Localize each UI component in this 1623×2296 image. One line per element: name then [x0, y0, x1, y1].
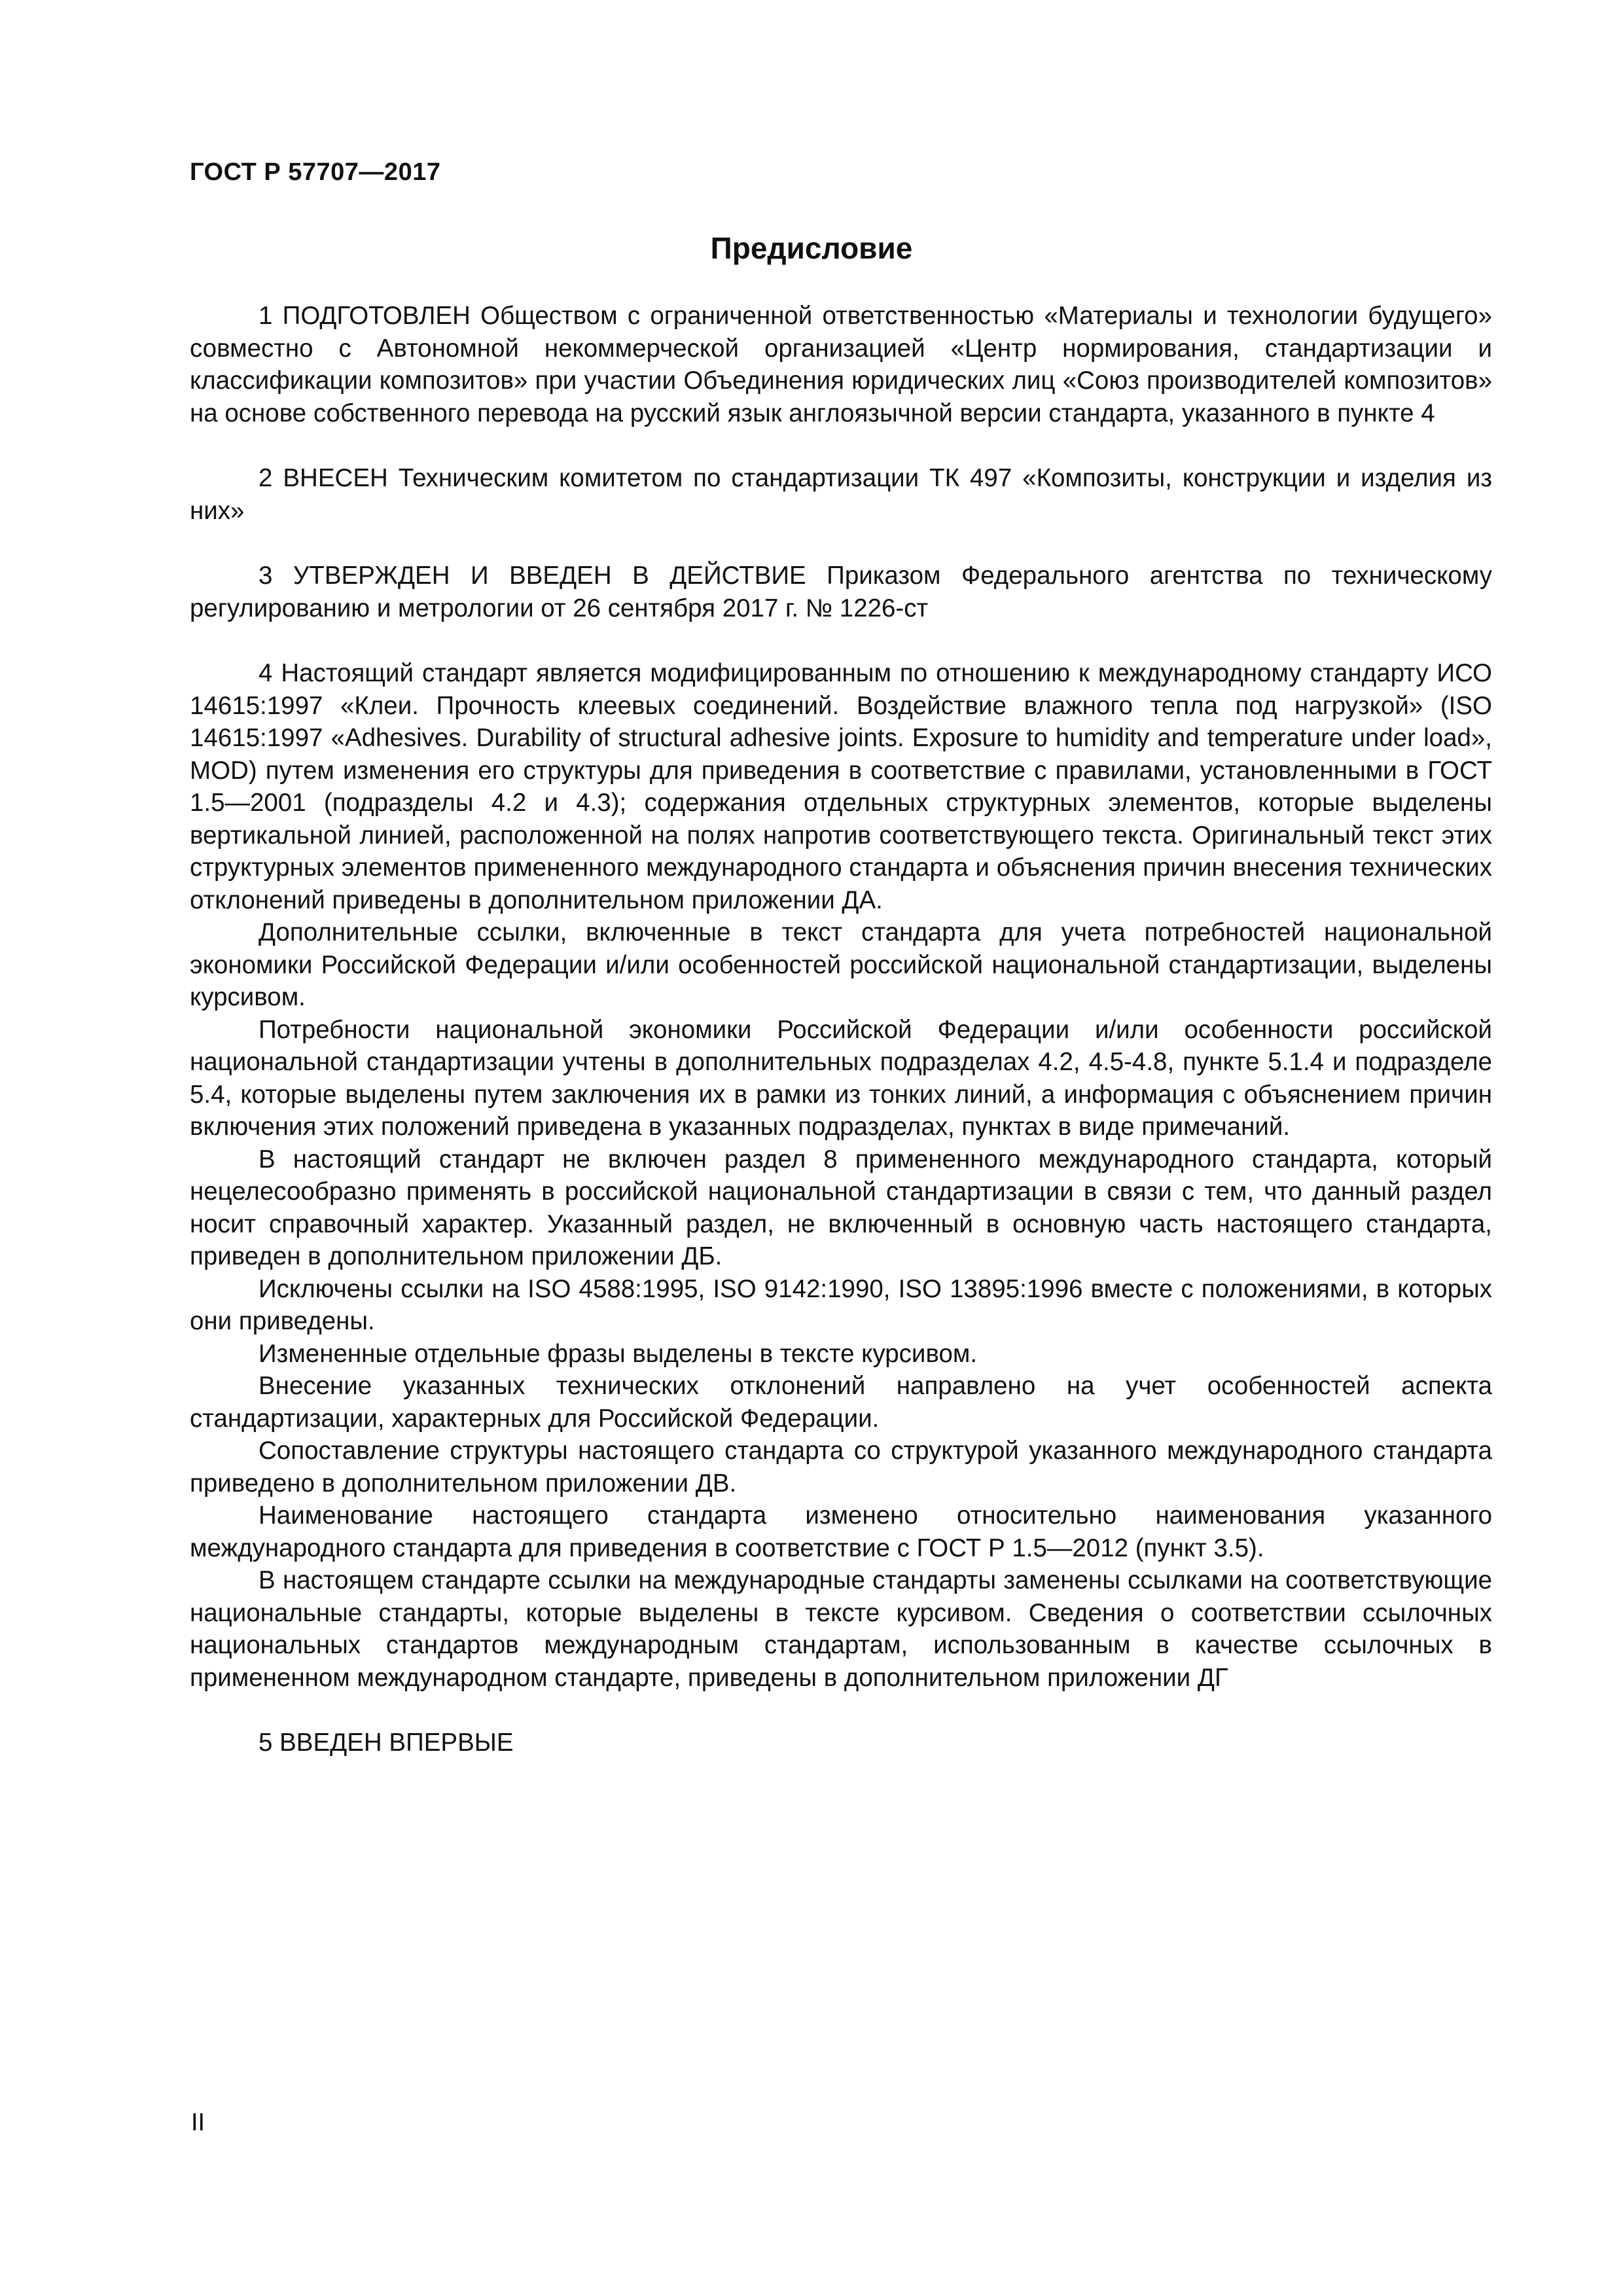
foreword-body — [190, 300, 1492, 1759]
section-4-paragraph: Дополнительные ссылки, включенные в текст стандарта для учета потребностей национальной экономики Российской Федерации и/или особенностей российской национальной стандартизации, выделены курсивом. — [190, 918, 1492, 1011]
section-4-paragraph: Сопоставление структуры настоящего стандарта со структурой указанного международного стандарта приведено в дополнительном приложении ДВ. — [190, 1437, 1492, 1498]
section-4-paragraph: Исключены ссылки на ISO 4588:1995, ISO 9142:1990, ISO 13895:1996 вместе с положениями, в которых они приведены. — [190, 1274, 1492, 1335]
section-4-paragraph: 4 Настоящий стандарт является модифицированным по отношению к международному стандарту ИСО 14615:1997 «Клеи. Прочность клеевых соединений. Воздействие влажного тепла под нагрузкой» (ISO 14615:1997 «Adhesives. Durability of structural adhesive joints. Exposure to humidity and temperature under load», MOD) путем изменения его структуры для приведения в соответствие с правилами, установленными в ГОСТ 1.5—2001 (подразделы 4.2 и 4.3); содержания отдельных структурных элементов, которые выделены вертикальной линией, расположенной на полях напротив соответствующего текста. Оригинальный текст этих структурных элементов примененного международного стандарта и объяснения причин внесения технических отклонений приведены в дополнительном приложении ДА. — [190, 659, 1492, 914]
page-number: II — [191, 2109, 205, 2136]
section-4-paragraph: В настоящий стандарт не включен раздел 8 примененного международного стандарта, который нецелесообразно применять в российской национальной стандартизации в связи с тем, что данный раздел носит справочный характер. Указанный раздел, не включенный в основную часть настоящего стандарта, приведен в дополнительном приложении ДБ. — [190, 1145, 1492, 1270]
page-title: Предисловие — [710, 231, 913, 265]
section-3-paragraph: 3 УТВЕРЖДЕН И ВВЕДЕН В ДЕЙСТВИЕ Приказом Федерального агентства по техническому регулированию и метрологии от 26 сентября 2017 г. № 1226-ст — [190, 562, 1492, 622]
section-2-paragraph: 2 ВНЕСЕН Техническим комитетом по стандартизации ТК 497 «Композиты, конструкции и изделия из них» — [190, 464, 1492, 525]
section-1-paragraph: 1 ПОДГОТОВЛЕН Обществом с ограниченной ответственностью «Материалы и технологии будущего» совместно с Автономной некоммерческой организацией «Центр нормирования, стандартизации и классификации композитов» при участии Объединения юридических лиц «Союз производителей композитов» на основе собственного перевода на русский язык англоязычной версии стандарта, указанного в пункте 4 — [190, 302, 1492, 427]
section-4-paragraph: Потребности национальной экономики Российской Федерации и/или особенности российской национальной стандартизации учтены в дополнительных подразделах 4.2, 4.5-4.8, пункте 5.1.4 и подразделе 5.4, которые выделены путем заключения их в рамки из тонких линий, а информация с объяснением причин включения этих положений приведена в указанных подразделах, пунктах в виде примечаний. — [190, 1015, 1492, 1141]
section-4-paragraph: Наименование настоящего стандарта изменено относительно наименования указанного международного стандарта для приведения в соответствие с ГОСТ Р 1.5—2012 (пункт 3.5). — [190, 1501, 1492, 1562]
section-4-paragraph: В настоящем стандарте ссылки на международные стандарты заменены ссылками на соответствующие национальные стандарты, которые выделены в тексте курсивом. Сведения о соответствии ссылочных национальных стандартов международным стандартам, использованным в качестве ссылочных в примененном международном стандарте, приведены в дополнительном приложении ДГ — [190, 1566, 1492, 1692]
section-4-paragraph: Измененные отдельные фразы выделены в тексте курсивом. — [259, 1339, 978, 1368]
section-4-paragraph: Внесение указанных технических отклонений направлено на учет особенностей аспекта стандартизации, характерных для Российской Федерации. — [190, 1372, 1492, 1433]
section-5-paragraph: 5 ВВЕДЕН ВПЕРВЫЕ — [259, 1729, 514, 1757]
document-code: ГОСТ Р 57707—2017 — [190, 158, 441, 186]
